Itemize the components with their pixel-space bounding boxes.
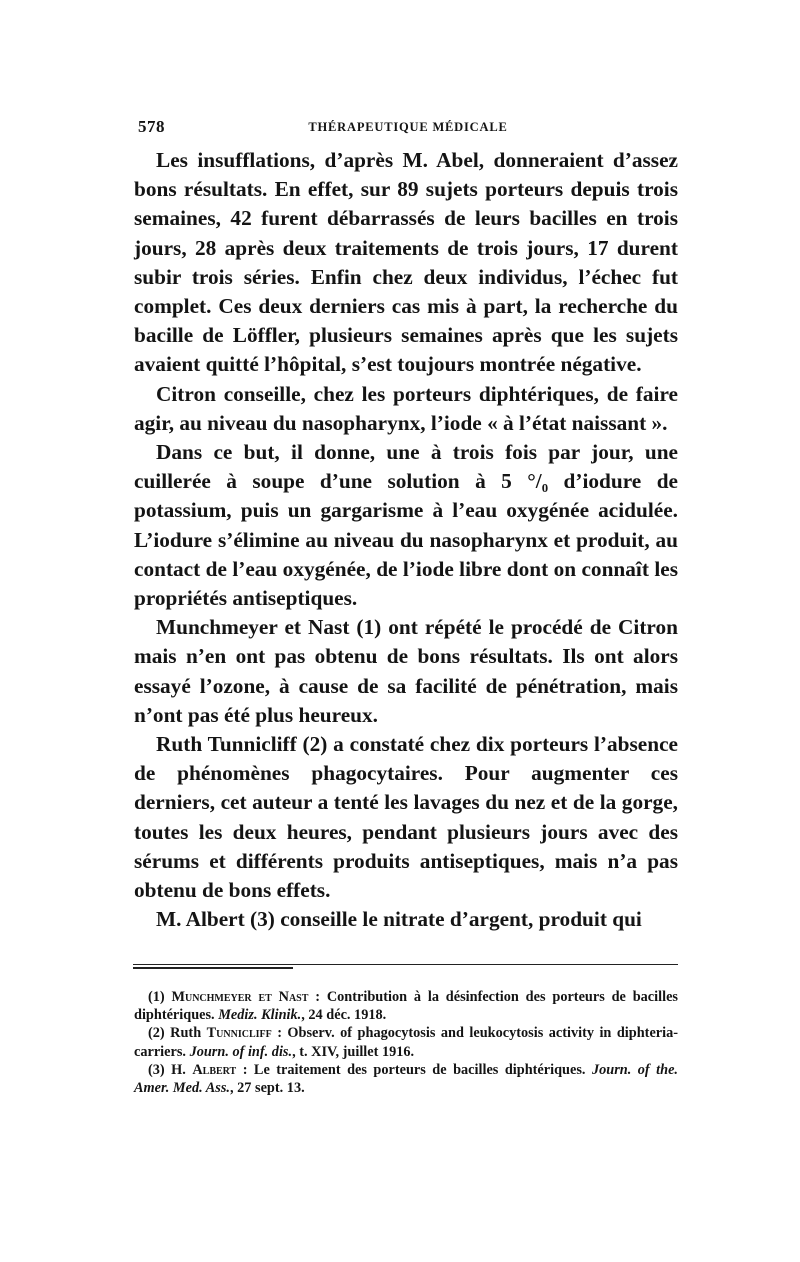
paragraph: M. Albert (3) conseille le nitrate d’argent, produit qui <box>156 907 642 932</box>
footnote-journal: Mediz. Klinik. <box>218 1007 302 1024</box>
paragraph: Munchmeyer et Nast (1) ont répété le procédé de Citron mais n’en ont pas obtenu de bons résultats. Ils ont alors essayé l’ozone, à cause de sa facilité de pénétration, mais n’ont pas été plus heureux. <box>134 615 678 727</box>
footnote-divider-accent <box>133 967 293 969</box>
footnote-author: Munchmeyer et Nast <box>171 989 309 1005</box>
main-text <box>134 146 678 934</box>
page-number: 578 <box>138 117 165 136</box>
footnote-2 <box>134 1024 678 1060</box>
footnote-3 <box>134 1061 678 1097</box>
running-title: THÉRAPEUTIQUE MÉDICALE <box>308 120 508 134</box>
footnote-text: : Observ. of phagocytosis and leukocytosis activity in diphteria-carriers. <box>134 1025 679 1060</box>
paragraph: Dans ce but, il donne, une à trois fois par jour, une cuillerée à soupe d’une solution à 5 °/₀ d’iodure de potassium, puis un gargarisme à l’eau oxygénée acidulée. L’iodure s’élimine au niveau du nasopharynx et produit, au contact de l’eau oxygénée, de l’iode libre dont on connaît les propriétés antiseptiques. <box>134 440 678 611</box>
footnote-text: : Contribution à la désinfection des porteurs de bacilles diphtériques. <box>134 989 678 1024</box>
footnote-marker: (1) <box>148 989 165 1005</box>
footnote-text-end: , t. XIV, juillet 1916. <box>292 1043 415 1060</box>
footnote-divider <box>133 964 678 965</box>
footnote-author: Tunnicliff <box>206 1025 272 1042</box>
footnote-marker: (3) <box>148 1061 165 1078</box>
footnote-author-prefix: H. <box>171 1061 193 1078</box>
footnote-1 <box>134 988 678 1024</box>
footnotes <box>134 988 678 1097</box>
footnote-text: : Le traitement des porteurs de bacilles diphtériques. <box>236 1061 592 1078</box>
footnote-author-prefix: Ruth <box>170 1025 207 1042</box>
page-header <box>138 117 678 139</box>
footnote-journal: Journ. of inf. dis. <box>189 1043 293 1060</box>
footnote-text-end: , 24 déc. 1918. <box>301 1007 387 1024</box>
footnote-author: Albert <box>192 1061 237 1078</box>
footnote-journal: Journ. of the. Amer. Med. Ass. <box>134 1061 678 1097</box>
paragraph: Citron conseille, chez les porteurs diphtériques, de faire agir, au niveau du nasopharynx, l’iode « à l’état naissant ». <box>134 381 678 435</box>
paragraph: Les insufflations, d’après M. Abel, donneraient d’assez bons résultats. En effet, sur 89 sujets porteurs depuis trois semaines, 42 furent débarrassés de leurs bacilles en trois jours, 28 après deux traitements de trois jours, 17 durent subir trois séries. Enfin chez deux individus, l’échec fut complet. Ces deux derniers cas mis à part, la recherche du bacille de Löffler, plusieurs semaines après que les sujets avaient quitté l’hôpital, s’est toujours montrée négative. <box>134 148 678 377</box>
paragraph: Ruth Tunnicliff (2) a constaté chez dix porteurs l’absence de phénomènes phagocytaires. Pour augmenter ces derniers, cet auteur a tenté les lavages du nez et de la gorge, toutes les deux heures, pendant plusieurs jours avec des sérums et différents produits antiseptiques, mais n’a pas obtenu de bons effets. <box>134 732 678 903</box>
footnote-marker: (2) <box>148 1025 165 1042</box>
footnote-text-end: , 27 sept. 13. <box>230 1080 305 1097</box>
